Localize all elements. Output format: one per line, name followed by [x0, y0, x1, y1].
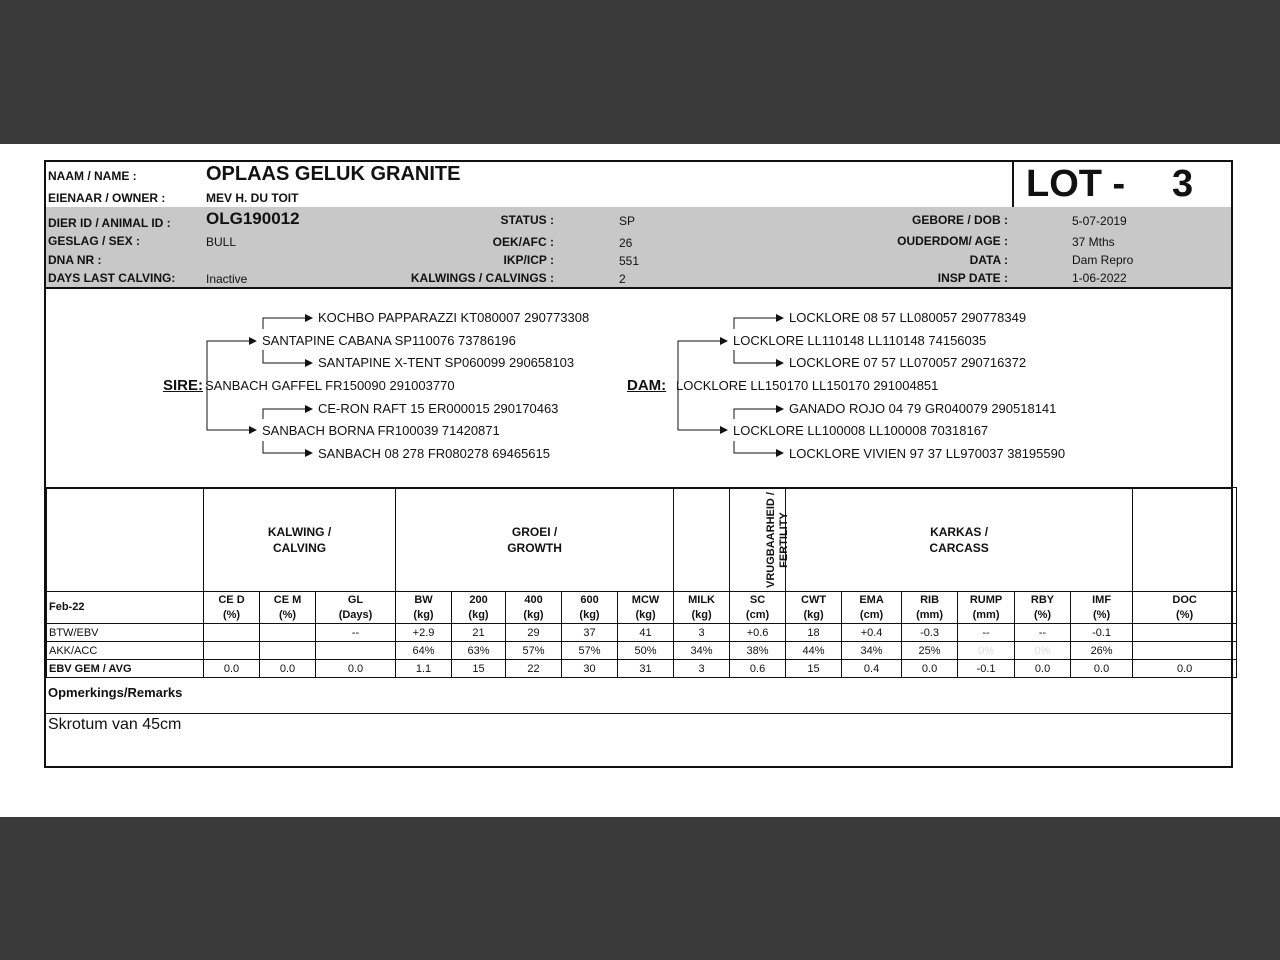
header-section: [46, 162, 1231, 208]
table-cell: -0.1: [1071, 624, 1133, 642]
table-cell: 0.0: [902, 660, 958, 678]
lot-box: [1012, 162, 1233, 207]
age-value: 37 Mths: [1072, 235, 1115, 249]
column-unit: (mm): [972, 608, 1000, 621]
remarks-text: Skrotum van 45cm: [48, 716, 182, 733]
animal-id-label: DIER ID / ANIMAL ID :: [48, 216, 171, 230]
ebv-table-wrapper: [46, 487, 1231, 678]
row-label: EBV GEM / AVG: [47, 660, 204, 678]
column-header: [842, 592, 902, 624]
carcass-header-line1: KARKAS /: [930, 524, 989, 539]
table-cell: -0.3: [902, 624, 958, 642]
remarks-divider: [46, 677, 1231, 678]
carcass-group-header: [786, 488, 1133, 592]
table-cell: 0.0: [260, 660, 316, 678]
remarks-separator: [46, 713, 1231, 714]
table-cell: 34%: [674, 642, 730, 660]
table-cell: 0.0: [204, 660, 260, 678]
table-row: [47, 660, 1237, 678]
table-cell: 41: [618, 624, 674, 642]
table-cell: 0.0: [1015, 660, 1071, 678]
table-cell: 3: [674, 624, 730, 642]
table-cell: 1.1: [396, 660, 452, 678]
table-cell: 3: [674, 660, 730, 678]
column-unit: (cm): [859, 608, 884, 621]
table-cell: 34%: [842, 642, 902, 660]
column-name: 600: [580, 593, 599, 606]
table-cell: 15: [786, 660, 842, 678]
table-cell: 22: [506, 660, 562, 678]
growth-header-line2: GROWTH: [507, 540, 562, 555]
table-cell: 38%: [730, 642, 786, 660]
column-header: [260, 592, 316, 624]
lot-label: LOT -: [1026, 163, 1126, 205]
table-cell: 29: [506, 624, 562, 642]
column-unit: (%): [1033, 608, 1052, 621]
column-name: 200: [469, 593, 488, 606]
table-cell: +0.6: [730, 624, 786, 642]
table-cell: 15: [452, 660, 506, 678]
column-unit: (%): [222, 608, 241, 621]
afc-value: 26: [619, 236, 633, 250]
sex-label: GESLAG / SEX :: [48, 234, 141, 248]
sire-sire-sire: KOCHBO PAPPARAZZI KT080007 290773308: [318, 310, 590, 325]
column-unit: (Days): [338, 608, 373, 621]
sire-label: SIRE:: [163, 377, 204, 394]
table-cell: [1133, 624, 1237, 642]
table-cell: --: [316, 624, 396, 642]
column-header-row: [47, 592, 1237, 624]
column-header: [674, 592, 730, 624]
column-header: [452, 592, 506, 624]
table-cell: 31: [618, 660, 674, 678]
column-header: [204, 592, 260, 624]
group-header-empty: [47, 488, 204, 592]
table-cell: 0%: [958, 642, 1015, 660]
column-name: CWT: [801, 593, 827, 606]
table-cell: 26%: [1071, 642, 1133, 660]
column-unit: (kg): [691, 608, 712, 621]
status-label: STATUS :: [500, 213, 554, 227]
dam-sire-sire: LOCKLORE 08 57 LL080057 290778349: [789, 310, 1027, 325]
sire: SANBACH GAFFEL FR150090 291003770: [205, 378, 455, 393]
column-unit: (%): [1093, 608, 1111, 621]
table-cell: 0.4: [842, 660, 902, 678]
calvings-label: KALWINGS / CALVINGS :: [410, 271, 554, 285]
table-cell: 0.6: [730, 660, 786, 678]
table-cell: 25%: [902, 642, 958, 660]
table-cell: +0.4: [842, 624, 902, 642]
column-name: GL: [347, 593, 364, 606]
column-unit: (kg): [803, 608, 824, 621]
dam-dam-sire: GANADO ROJO 04 79 GR040079 290518141: [789, 401, 1057, 416]
table-cell: 30: [562, 660, 618, 678]
calving-group-header: [204, 488, 396, 592]
dam: LOCKLORE LL150170 LL150170 291004851: [676, 378, 939, 393]
column-unit: (mm): [916, 608, 943, 621]
fertility-group-header: [730, 488, 791, 592]
column-header: [506, 592, 562, 624]
column-name: RUMP: [969, 593, 1003, 606]
column-unit: (%): [278, 608, 297, 621]
column-header: [618, 592, 674, 624]
column-name: IMF: [1092, 593, 1112, 606]
table-cell: -0.1: [958, 660, 1015, 678]
calving-header-line2: CALVING: [272, 540, 327, 555]
table-cell: [204, 624, 260, 642]
remarks-title: Opmerkings/Remarks: [48, 685, 183, 700]
table-cell: 63%: [452, 642, 506, 660]
owner-label: EIENAAR / OWNER :: [48, 191, 166, 205]
table-cell: 0.0: [1071, 660, 1133, 678]
column-header: [316, 592, 396, 624]
table-row: [47, 624, 1237, 642]
column-name: CE D: [218, 593, 245, 606]
column-name: BW: [414, 593, 433, 606]
column-unit: (kg): [523, 608, 544, 621]
table-cell: 18: [786, 624, 842, 642]
dam-label: DAM:: [627, 377, 667, 394]
column-name: RIB: [920, 593, 940, 606]
table-cell: 50%: [618, 642, 674, 660]
column-name: 400: [524, 593, 543, 606]
column-header: [1015, 592, 1071, 624]
calvings-value: 2: [619, 272, 626, 286]
lot-number: 3: [1172, 163, 1194, 205]
ebv-table: [46, 487, 1237, 678]
sire-dam: SANBACH BORNA FR100039 71420871: [262, 423, 500, 438]
dam-sire-dam: LOCKLORE 07 57 LL070057 290716372: [789, 355, 1027, 370]
column-unit: (kg): [468, 608, 489, 621]
column-header: [1133, 592, 1237, 624]
group-header-row: [47, 488, 1237, 592]
data-value: Dam Repro: [1072, 253, 1134, 267]
animal-name: OPLAAS GELUK GRANITE: [206, 163, 461, 185]
sire-dam-sire: CE-RON RAFT 15 ER000015 290170463: [318, 401, 559, 416]
column-unit: (cm): [745, 608, 770, 621]
owner-name: MEV H. DU TOIT: [206, 191, 299, 205]
dam-dam-dam: LOCKLORE VIVIEN 97 37 LL970037 38195590: [789, 446, 1066, 461]
sale-lot-card: [44, 160, 1233, 768]
insp-date-label: INSP DATE :: [937, 271, 1008, 285]
column-name: MCW: [631, 593, 660, 606]
animal-id: OLG190012: [206, 209, 300, 228]
pedigree-section: [46, 289, 1231, 489]
table-cell: [1133, 642, 1237, 660]
table-cell: [204, 642, 260, 660]
row-label: BTW/EBV: [47, 624, 204, 642]
days-last-calving-value: Inactive: [206, 272, 248, 286]
column-header: [958, 592, 1015, 624]
doc-group-header: [1133, 488, 1237, 592]
column-header: [786, 592, 842, 624]
age-label: OUDERDOM/ AGE :: [897, 234, 1008, 248]
table-cell: [316, 642, 396, 660]
dam-sire: LOCKLORE LL110148 LL110148 74156035: [733, 333, 987, 348]
insp-date-value: 1-06-2022: [1072, 271, 1127, 285]
table-cell: [260, 624, 316, 642]
column-header: [396, 592, 452, 624]
animal-info-band: [46, 207, 1231, 289]
dob-value: 5-07-2019: [1072, 214, 1127, 228]
icp-label: IKP/ICP :: [503, 253, 554, 267]
milk-group-header: [674, 488, 730, 592]
column-name: SC: [749, 593, 766, 606]
table-cell: 57%: [506, 642, 562, 660]
icp-value: 551: [619, 254, 640, 268]
dob-label: GEBORE / DOB :: [911, 213, 1008, 227]
fertility-header-text: VRUGBAARHEID / FERTILITY: [765, 491, 791, 588]
dna-label: DNA NR :: [48, 253, 102, 267]
dam-dam: LOCKLORE LL100008 LL100008 70318167: [733, 423, 989, 438]
growth-header-line1: GROEI /: [511, 524, 558, 539]
carcass-header-line2: CARCASS: [929, 540, 989, 555]
status-value: SP: [619, 214, 636, 228]
remarks-section: [46, 677, 1231, 768]
table-cell: 64%: [396, 642, 452, 660]
calving-header-line1: KALWING /: [267, 524, 332, 539]
column-name: EMA: [859, 593, 884, 606]
column-header: [1071, 592, 1133, 624]
data-label: DATA :: [969, 253, 1008, 267]
column-header: [562, 592, 618, 624]
column-unit: (kg): [635, 608, 656, 621]
column-header: [902, 592, 958, 624]
row-label: AKK/ACC: [47, 642, 204, 660]
table-cell: 21: [452, 624, 506, 642]
column-header: [730, 592, 786, 624]
table-row: [47, 642, 1237, 660]
growth-group-header: [396, 488, 674, 592]
name-label: NAAM / NAME :: [48, 169, 137, 183]
period-cell: Feb-22: [47, 592, 204, 624]
sire-sire: SANTAPINE CABANA SP110076 73786196: [262, 333, 516, 348]
table-cell: +2.9: [396, 624, 452, 642]
table-cell: [260, 642, 316, 660]
table-cell: 57%: [562, 642, 618, 660]
column-name: DOC: [1172, 593, 1197, 606]
afc-label: OEK/AFC :: [492, 235, 554, 249]
table-cell: 0%: [1015, 642, 1071, 660]
table-cell: 0.0: [1133, 660, 1237, 678]
column-name: MILK: [688, 593, 715, 606]
days-last-calving-label: DAYS LAST CALVING:: [48, 271, 176, 285]
column-unit: (%): [1176, 608, 1194, 621]
column-name: CE M: [273, 593, 302, 606]
table-cell: --: [958, 624, 1015, 642]
sire-sire-dam: SANTAPINE X-TENT SP060099 290658103: [318, 355, 575, 370]
table-cell: 0.0: [316, 660, 396, 678]
column-unit: (kg): [579, 608, 600, 621]
table-cell: --: [1015, 624, 1071, 642]
sire-dam-dam: SANBACH 08 278 FR080278 69465615: [318, 446, 550, 461]
column-name: RBY: [1030, 593, 1055, 606]
sex-value: BULL: [206, 235, 237, 249]
table-cell: 44%: [786, 642, 842, 660]
column-unit: (kg): [413, 608, 434, 621]
table-cell: 37: [562, 624, 618, 642]
